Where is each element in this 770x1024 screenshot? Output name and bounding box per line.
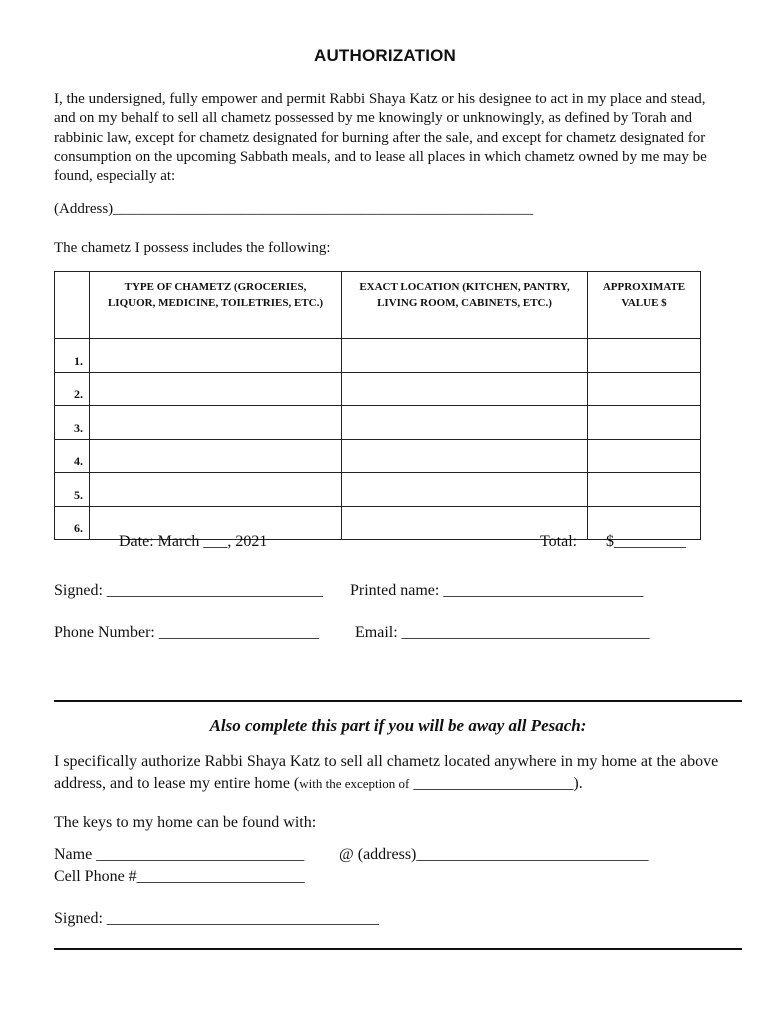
row-number: 1. xyxy=(55,339,90,373)
key-holder-address-field[interactable]: @ (address)_____________________________ xyxy=(339,846,649,863)
row-number: 4. xyxy=(55,439,90,473)
chametz-list-label: The chametz I possess includes the following: xyxy=(54,240,331,256)
header-location: EXACT LOCATION (KITCHEN, PANTRY, LIVING ROOM, CABINETS, ETC.) xyxy=(342,272,588,339)
exception-label: with the exception of xyxy=(299,775,410,791)
email-field[interactable]: Email: _______________________________ xyxy=(355,624,650,641)
value-cell[interactable] xyxy=(588,406,701,440)
address-field[interactable]: (Address)________________________________________________________ xyxy=(54,201,534,217)
row-number: 2. xyxy=(55,372,90,406)
bottom-divider xyxy=(54,948,742,950)
chametz-table xyxy=(54,271,701,540)
location-cell[interactable] xyxy=(342,339,588,373)
printed-name-field[interactable]: Printed name: _________________________ xyxy=(350,582,644,599)
table-row xyxy=(55,406,701,440)
exception-field[interactable]: ____________________). xyxy=(409,774,583,792)
header-value: APPROXIMATE VALUE $ xyxy=(588,272,701,339)
cell-phone-field[interactable]: Cell Phone #_____________________ xyxy=(54,868,305,885)
location-cell[interactable] xyxy=(342,372,588,406)
table-row xyxy=(55,339,701,373)
section-divider xyxy=(54,700,742,702)
table-row xyxy=(55,473,701,507)
total-field[interactable]: $_________ xyxy=(606,533,686,550)
total-label: Total: xyxy=(540,533,578,550)
key-holder-name-field[interactable]: Name __________________________ xyxy=(54,846,305,863)
away-authorization-paragraph xyxy=(54,751,754,794)
header-type: TYPE OF CHAMETZ (GROCERIES, LIQUOR, MEDICINE, TOILETRIES, ETC.) xyxy=(90,272,342,339)
phone-field[interactable]: Phone Number: ____________________ xyxy=(54,624,319,641)
type-cell[interactable] xyxy=(90,372,342,406)
keys-label: The keys to my home can be found with: xyxy=(54,814,317,831)
away-text: I specifically authorize Rabbi Shaya Katz to sell all chametz located anywhere in my home at the above address, and to lease my entire home ( xyxy=(54,753,719,792)
away-signature-field[interactable]: Signed: __________________________________ xyxy=(54,910,379,927)
location-cell[interactable] xyxy=(342,473,588,507)
row-number: 3. xyxy=(55,406,90,440)
location-cell[interactable] xyxy=(342,406,588,440)
authorization-paragraph: I, the undersigned, fully empower and permit Rabbi Shaya Katz or his designee to act in my place and stead, and on my behalf to sell all chametz possessed by me knowingly or unknowingly, as defined by Torah and rabbinic law, except for chametz designated for burning after the sale, and except for chametz designated for consumption on the upcoming Sabbath meals, and to lease all places in which chametz owned by me may be found, especially at: xyxy=(54,91,707,185)
header-number xyxy=(55,272,90,339)
type-cell[interactable] xyxy=(90,339,342,373)
row-number: 5. xyxy=(55,473,90,507)
type-cell[interactable] xyxy=(90,473,342,507)
date-field[interactable]: Date: March ___, 2021 xyxy=(119,533,268,550)
table-row xyxy=(55,372,701,406)
table-row xyxy=(55,439,701,473)
signature-field[interactable]: Signed: ___________________________ xyxy=(54,582,323,599)
table-header-row xyxy=(55,272,701,339)
document-title: AUTHORIZATION xyxy=(313,46,457,65)
value-cell[interactable] xyxy=(588,372,701,406)
away-section-heading: Also complete this part if you will be away all Pesach: xyxy=(209,716,587,735)
type-cell[interactable] xyxy=(90,406,342,440)
row-number: 6. xyxy=(55,506,90,540)
value-cell[interactable] xyxy=(588,439,701,473)
value-cell[interactable] xyxy=(588,339,701,373)
location-cell[interactable] xyxy=(342,439,588,473)
value-cell[interactable] xyxy=(588,473,701,507)
type-cell[interactable] xyxy=(90,439,342,473)
